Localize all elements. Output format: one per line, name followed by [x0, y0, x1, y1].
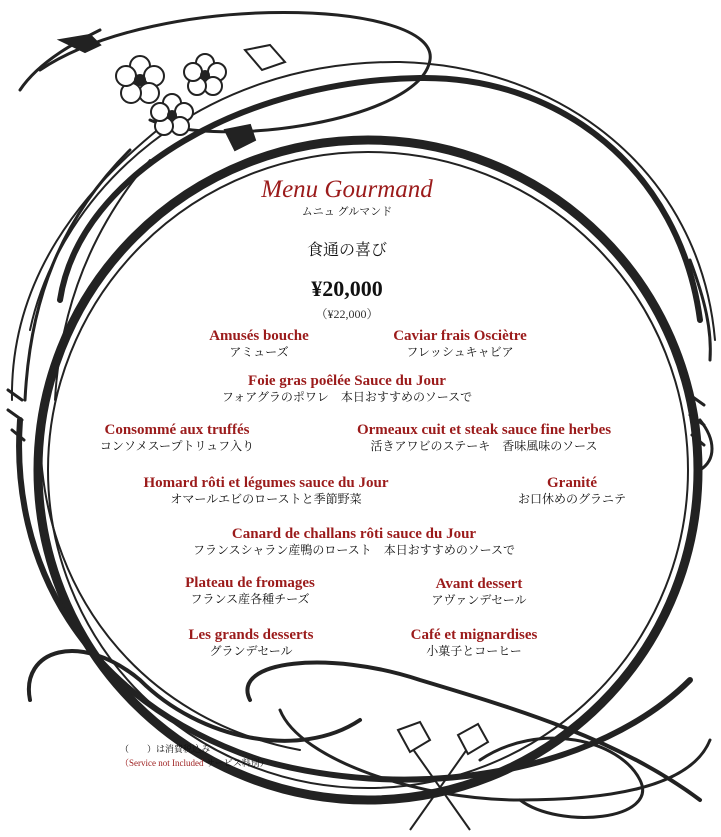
- flower-bouquet-illustration: [60, 35, 285, 150]
- course-name-fr: Amusés bouche: [209, 328, 309, 344]
- course-item: [100, 421, 254, 454]
- course-name-fr: Plateau de fromages: [185, 575, 315, 591]
- course-name-fr: Caviar frais Osciètre: [393, 328, 527, 344]
- menu-price: ¥20,000: [311, 276, 383, 301]
- service-note-jp: サービス料別）: [205, 758, 269, 768]
- course-name-jp: フランスシャラン産鴨のロースト 本日おすすめのソースで: [192, 543, 516, 557]
- course-item: [518, 474, 626, 507]
- course-name-fr: Consommé aux truffés: [104, 422, 250, 438]
- course-item: [411, 626, 538, 659]
- course-item: [393, 327, 527, 360]
- service-note: [120, 757, 269, 769]
- course-name-fr: Les grands desserts: [188, 627, 314, 643]
- course-name-jp: オマールエビのローストと季節野菜: [170, 492, 362, 506]
- course-name-jp: 小菓子とコーヒー: [426, 644, 522, 658]
- course-name-jp: 活きアワビのステーキ 香味風味のソース: [370, 439, 598, 453]
- menu-title: Menu Gourmand: [261, 176, 433, 203]
- menu-title-japanese: ムニュ グルマンド: [301, 206, 393, 218]
- course-name-fr: Avant dessert: [435, 576, 523, 592]
- course-name-jp: お口休めのグラニテ: [517, 492, 627, 506]
- course-name-jp: グランデセール: [209, 644, 293, 658]
- course-name-fr: Ormeaux cuit et steak sauce fine herbes: [356, 422, 612, 438]
- menu-subtitle-japanese: 食通の喜び: [306, 242, 388, 259]
- course-name-jp: フランス産各種チーズ: [190, 592, 310, 606]
- course-name-fr: Canard de challans rôti sauce du Jour: [231, 526, 477, 542]
- service-note-en: （Service not Included: [120, 758, 204, 768]
- course-item: [193, 525, 515, 558]
- course-name-fr: Granité: [546, 475, 597, 491]
- course-name-fr: Foie gras poêlée Sauce du Jour: [248, 373, 446, 389]
- course-item: [144, 474, 389, 507]
- course-name-fr: Homard rôti et légumes sauce du Jour: [143, 475, 389, 491]
- course-name-jp: アヴァンデセール: [431, 593, 527, 607]
- course-item: [222, 372, 472, 405]
- course-item: [357, 421, 611, 454]
- course-item: [432, 575, 527, 608]
- course-item: [209, 327, 309, 360]
- course-name-jp: フォアグラのポワレ 本日おすすめのソースで: [221, 390, 473, 404]
- course-name-jp: コンソメスープトリュフ入り: [99, 439, 255, 453]
- menu-price-tax-included: （¥22,000）: [315, 307, 379, 321]
- course-name-jp: アミューズ: [229, 345, 289, 359]
- tax-note: （ ）は消費税込み: [120, 744, 211, 754]
- course-item: [185, 574, 315, 607]
- course-name-fr: Café et mignardises: [410, 627, 538, 643]
- course-item: [188, 626, 313, 659]
- course-name-jp: フレッシュキャビア: [406, 345, 514, 359]
